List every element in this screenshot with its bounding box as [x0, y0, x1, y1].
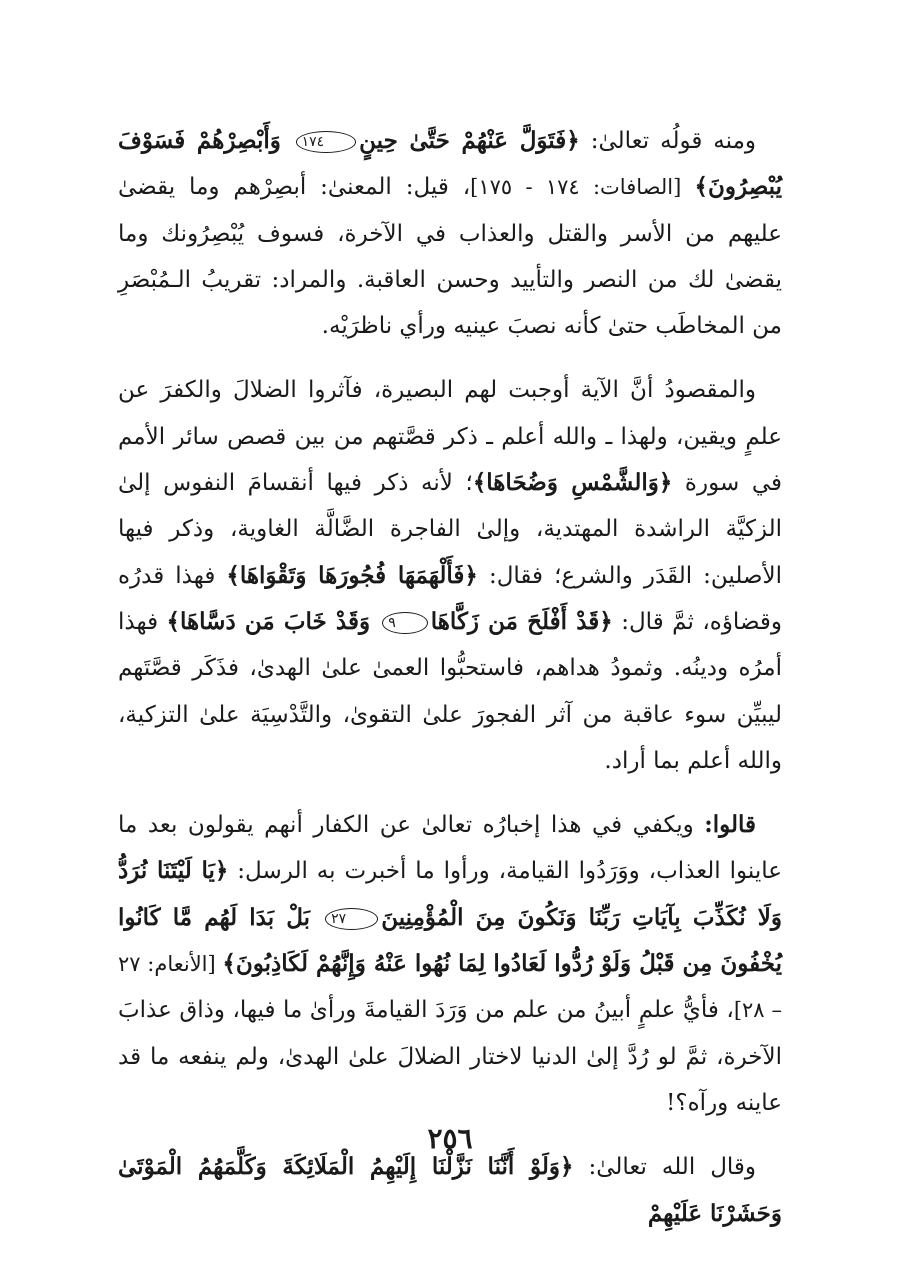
quran-bracket: ﴾ [694, 173, 709, 201]
paragraph-2 [118, 367, 782, 784]
quran-verse: وَالشَّمْسِ وَضُحَاهَا [486, 469, 659, 497]
body-text: ؛ لأنه ذكر فيها أنقسامَ النفوس إلىٰ الزكيَّة الراشدة المهتدية، وإلىٰ الفاجرة الضَّالَّة الغاوية، وذكر فيها الأصلين: القَدَر والشرع؛ فقال: [118, 470, 782, 589]
quran-verse: وَلَوْ أَنَّنَا نَزَّلْنَا إِلَيْهِمُ الْمَلَائِكَةَ وَكَلَّمَهُمُ الْمَوْتَىٰ وَحَشَرْنَا عَلَيْهِمْ [118, 1153, 782, 1227]
verse-reference: [الأنعام: ٢٧ – ٢٨] [118, 952, 782, 1023]
quran-bracket: ﴿ [599, 607, 613, 635]
quran-bracket: ﴾ [222, 950, 236, 978]
quran-verse: فَأَلْهَمَهَا فُجُورَهَا وَتَقْوَاهَا [239, 561, 465, 589]
quran-verse: وَقَدْ خَابَ مَن دَسَّاهَا [180, 607, 380, 635]
quran-bracket: ﴿ [566, 127, 580, 154]
ayah-number-marker: ٩ [382, 612, 428, 634]
body-text: ، فأيُّ علمٍ أبينُ من علم من وَرَدَ القيامةَ ورأىٰ ما فيها، وذاق عذابَ الآخرة، ثمَّ لو رُدَّ إلىٰ الدنيا لاختار الضلالَ علىٰ الهدىٰ، ولم ينفعه ما قد عاينه ورآه؟! [118, 997, 782, 1116]
quran-verse: فَتَوَلَّ عَنْهُمْ حَتَّىٰ حِينٍ [359, 127, 567, 154]
page-number: ٢٥٦ [427, 1122, 473, 1155]
body-text: والمقصودُ أنَّ الآية أوجبت لهم البصيرة، فآثروا الضلالَ والكفرَ عن علمٍ ويقين، ولهذا ـ والله أعلم ـ ذكر قصَّتهم من بين قصص سائر الأمم في سورة [118, 377, 782, 497]
body-text: ويكفي في هذا إخبارُه تعالىٰ عن الكفار أنهم يقولون بعد ما عاينوا العذاب، ووَرَدُوا القيامة، ورأوا ما أخبرت به الرسل: [118, 812, 782, 885]
document-page [118, 118, 782, 1255]
quran-bracket: ﴿ [658, 469, 673, 497]
paragraph-3 [118, 802, 782, 1126]
quran-bracket: ﴾ [472, 469, 487, 497]
ayah-number-marker: ٢٧ [325, 908, 378, 930]
body-text: وقال الله تعالىٰ: [573, 1154, 757, 1181]
quran-bracket: ﴿ [214, 857, 229, 885]
paragraph-1 [118, 118, 782, 349]
body-text: ومنه قولُه تعالىٰ: [579, 128, 757, 154]
paragraph-4 [118, 1144, 782, 1237]
quran-bracket: ﴿ [559, 1153, 574, 1181]
lead-word: قالوا: [704, 811, 756, 839]
verse-reference: [الصافات: ١٧٤ - ١٧٥] [470, 175, 695, 200]
quran-verse: يَا لَيْتَنَا نُرَدُّ وَلَا نُكَذِّبَ بِآيَاتِ رَبِّنَا وَنَكُونَ مِنَ الْمُؤْمِنِينَ [118, 857, 782, 931]
quran-bracket: ﴿ [464, 561, 478, 589]
quran-verse: وَأَبْصِرْهُمْ فَسَوْفَ يُبْصِرُونَ [118, 127, 783, 201]
quran-verse: بَلْ بَدَا لَهُم مَّا كَانُوا يُخْفُونَ مِن قَبْلُ وَلَوْ رُدُّوا لَعَادُوا لِمَا نُهُوا عَنْهُ وَإِنَّهُمْ لَكَاذِبُونَ [118, 903, 782, 978]
quran-verse: قَدْ أَفْلَحَ مَن زَكَّاهَا [430, 607, 600, 635]
body-text: ، قيل: المعنىٰ: أبصِرْهم وما يقضىٰ عليهم من الأسر والقتل والعذاب في الآخرة، فسوف يُبْصِرُونك وما يقضىٰ لك من النصر والتأييد وحسن العاقبة. والمراد: تقريبُ الـمُبْصَرِ من المخاطَب حتىٰ كأنه نصبَ عينيه ورأي ناظرَيْه. [118, 174, 782, 340]
body-text: فهذا قدرُه وقضاؤه، ثمَّ قال: [118, 562, 782, 635]
quran-bracket: ﴾ [166, 607, 181, 635]
quran-bracket: ﴾ [226, 561, 240, 589]
body-text: فهذا أمرُه ودينُه. وثمودُ هداهم، فاستحبُّوا العمىٰ علىٰ الهدىٰ، فذَكَر قصَّتَهم ليبيِّن سوء عاقبة من آثر الفجورَ علىٰ التقوىٰ، والتَّدْسِيَة علىٰ التزكية، والله أعلم بما أراد. [118, 608, 782, 774]
ayah-number-marker: ١٧٤ [296, 131, 357, 153]
